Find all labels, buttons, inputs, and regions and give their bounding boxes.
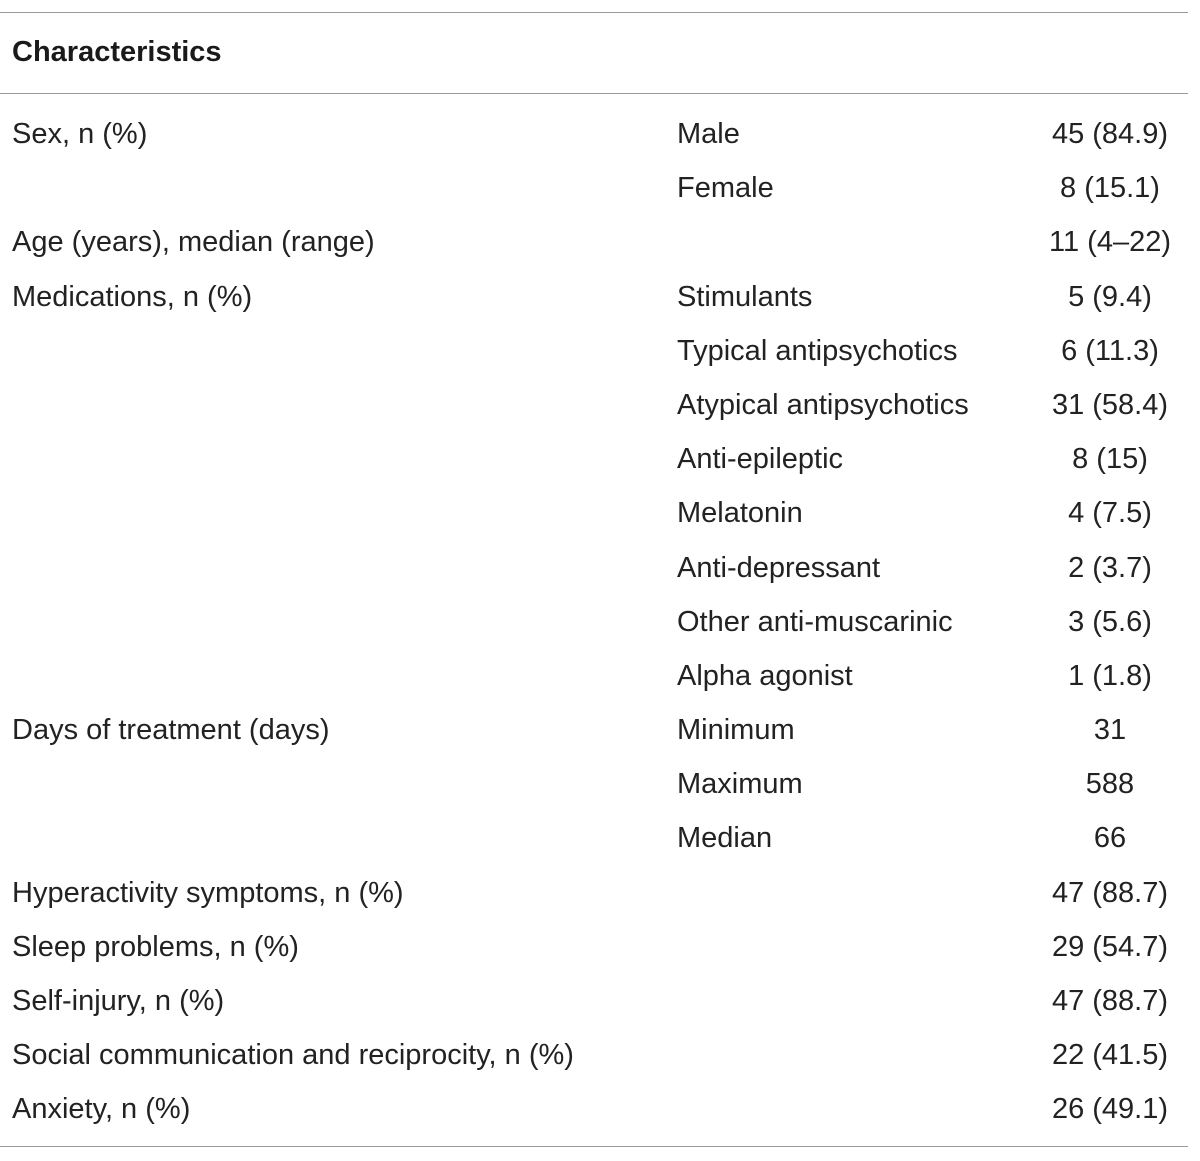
table-row [0, 270, 1188, 324]
row-subcategory: Anti-depressant [677, 551, 881, 584]
row-subcategory: Melatonin [677, 497, 803, 530]
row-value: 1 (1.8) [1068, 659, 1152, 692]
row-value: 66 [1093, 822, 1127, 855]
row-value: 6 (11.3) [1061, 334, 1159, 367]
row-value: 8 (15.1) [1060, 172, 1160, 205]
row-label: Social communication and reciprocity, n (%) [12, 1039, 574, 1072]
table-row [0, 432, 1188, 486]
table-row [0, 1028, 1188, 1082]
table-row [0, 757, 1188, 811]
row-subcategory: Median [677, 822, 773, 855]
row-subcategory: Anti-epileptic [677, 443, 844, 476]
table-row [0, 595, 1188, 649]
table-row [0, 703, 1188, 757]
table-row [0, 107, 1188, 161]
row-value: 47 (88.7) [1051, 876, 1169, 909]
row-subcategory: Other anti-muscarinic [677, 605, 953, 638]
row-value: 3 (5.6) [1068, 605, 1152, 638]
row-label: Anxiety, n (%) [12, 1093, 191, 1126]
row-value: 4 (7.5) [1068, 497, 1152, 530]
table-header: Characteristics [12, 36, 222, 68]
table-row [0, 1082, 1188, 1136]
row-label: Days of treatment (days) [12, 714, 330, 747]
row-value: 8 (15) [1072, 443, 1148, 476]
row-subcategory: Stimulants [677, 280, 813, 313]
table-top-rule [0, 12, 1188, 13]
row-value: 31 (58.4) [1051, 388, 1169, 421]
row-value: 2 (3.7) [1068, 551, 1152, 584]
row-label: Sex, n (%) [12, 118, 148, 150]
table-row [0, 378, 1188, 432]
row-subcategory: Alpha agonist [677, 659, 853, 692]
table-row [0, 866, 1188, 920]
table-bottom-rule [0, 1146, 1188, 1147]
row-label: Sleep problems, n (%) [12, 930, 299, 963]
row-value: 11 (4–22) [1049, 226, 1171, 259]
row-label: Age (years), median (range) [12, 226, 375, 259]
row-subcategory: Female [677, 172, 774, 205]
row-value: 47 (88.7) [1051, 985, 1169, 1017]
row-label: Hyperactivity symptoms, n (%) [12, 876, 404, 909]
row-subcategory: Maximum [677, 768, 803, 801]
table-row [0, 811, 1188, 865]
row-subcategory: Minimum [677, 714, 795, 747]
table-body [0, 107, 1188, 1137]
row-value: 22 (41.5) [1051, 1039, 1169, 1072]
row-label: Medications, n (%) [12, 280, 253, 313]
table-row [0, 324, 1188, 378]
row-value: 29 (54.7) [1051, 930, 1169, 963]
table-row [0, 541, 1188, 595]
row-value: 31 [1093, 714, 1127, 747]
row-value: 45 (84.9) [1051, 118, 1169, 150]
table-row [0, 649, 1188, 703]
row-value: 588 [1085, 768, 1135, 801]
table-header-rule [0, 93, 1188, 94]
row-value: 5 (9.4) [1068, 280, 1152, 313]
table-row [0, 920, 1188, 974]
row-subcategory: Typical antipsychotics [677, 334, 958, 367]
row-subcategory: Male [677, 118, 740, 150]
row-label: Self-injury, n (%) [12, 985, 225, 1017]
table-row [0, 215, 1188, 269]
table-row [0, 161, 1188, 215]
row-subcategory: Atypical antipsychotics [677, 388, 969, 421]
table-row [0, 974, 1188, 1028]
row-value: 26 (49.1) [1051, 1093, 1169, 1126]
table-row [0, 486, 1188, 540]
